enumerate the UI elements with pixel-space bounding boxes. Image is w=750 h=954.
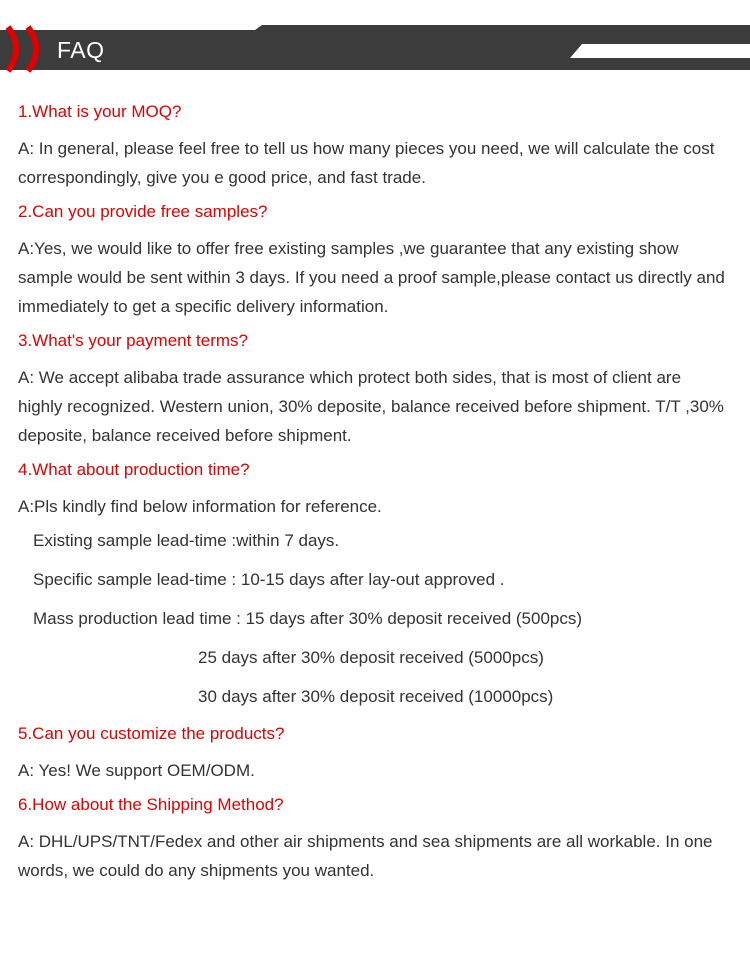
faq-answer-1: A: In general, please feel free to tell us how many pieces you need, we will calculate the cost correspondingly, give you e good price, and fast trade. xyxy=(18,139,715,187)
header-bar-graphic xyxy=(0,25,750,75)
page-title: FAQ xyxy=(57,37,105,63)
faq-question-2: 2.Can you provide free samples? xyxy=(18,202,268,221)
lead-time-mass-production: Mass production lead time : 15 days after 30% deposit received (500pcs) xyxy=(33,609,583,628)
faq-question-4: 4.What about production time? xyxy=(18,460,250,479)
faq-question-5: 5.Can you customize the products? xyxy=(18,724,285,743)
faq-question-3: 3.What's your payment terms? xyxy=(18,331,248,350)
faq-answer-5: A: Yes! We support OEM/ODM. xyxy=(18,761,255,780)
lead-time-existing-sample: Existing sample lead-time :within 7 days. xyxy=(33,531,340,550)
faq-answer-2: A:Yes, we would like to offer free existing samples ,we guarantee that any existing show sample would be sent within 3 days. If you need a proof sample,please contact us directly and immediately to get a specific delivery information. xyxy=(18,239,725,316)
lead-time-specific-sample: Specific sample lead-time : 10-15 days after lay-out approved . xyxy=(33,570,505,589)
faq-answer-4: A:Pls kindly find below information for reference. xyxy=(18,497,382,516)
lead-time-mass-10000: 30 days after 30% deposit received (10000pcs) xyxy=(198,687,554,706)
faq-question-6: 6.How about the Shipping Method? xyxy=(18,795,284,814)
faq-list xyxy=(18,99,730,892)
faq-question-1: 1.What is your MOQ? xyxy=(18,102,182,121)
faq-answer-3: A: We accept alibaba trade assurance which protect both sides, that is most of client are highly recognized. Western union, 30% deposite, balance received before shipment. T/T ,30% deposite, balance received before shipment. xyxy=(18,368,724,445)
lead-time-mass-5000: 25 days after 30% deposit received (5000pcs) xyxy=(198,648,544,667)
faq-header-banner xyxy=(0,25,750,75)
faq-answer-6: A: DHL/UPS/TNT/Fedex and other air shipments and sea shipments are all workable. In one words, we could do any shipments you wanted. xyxy=(18,832,713,880)
